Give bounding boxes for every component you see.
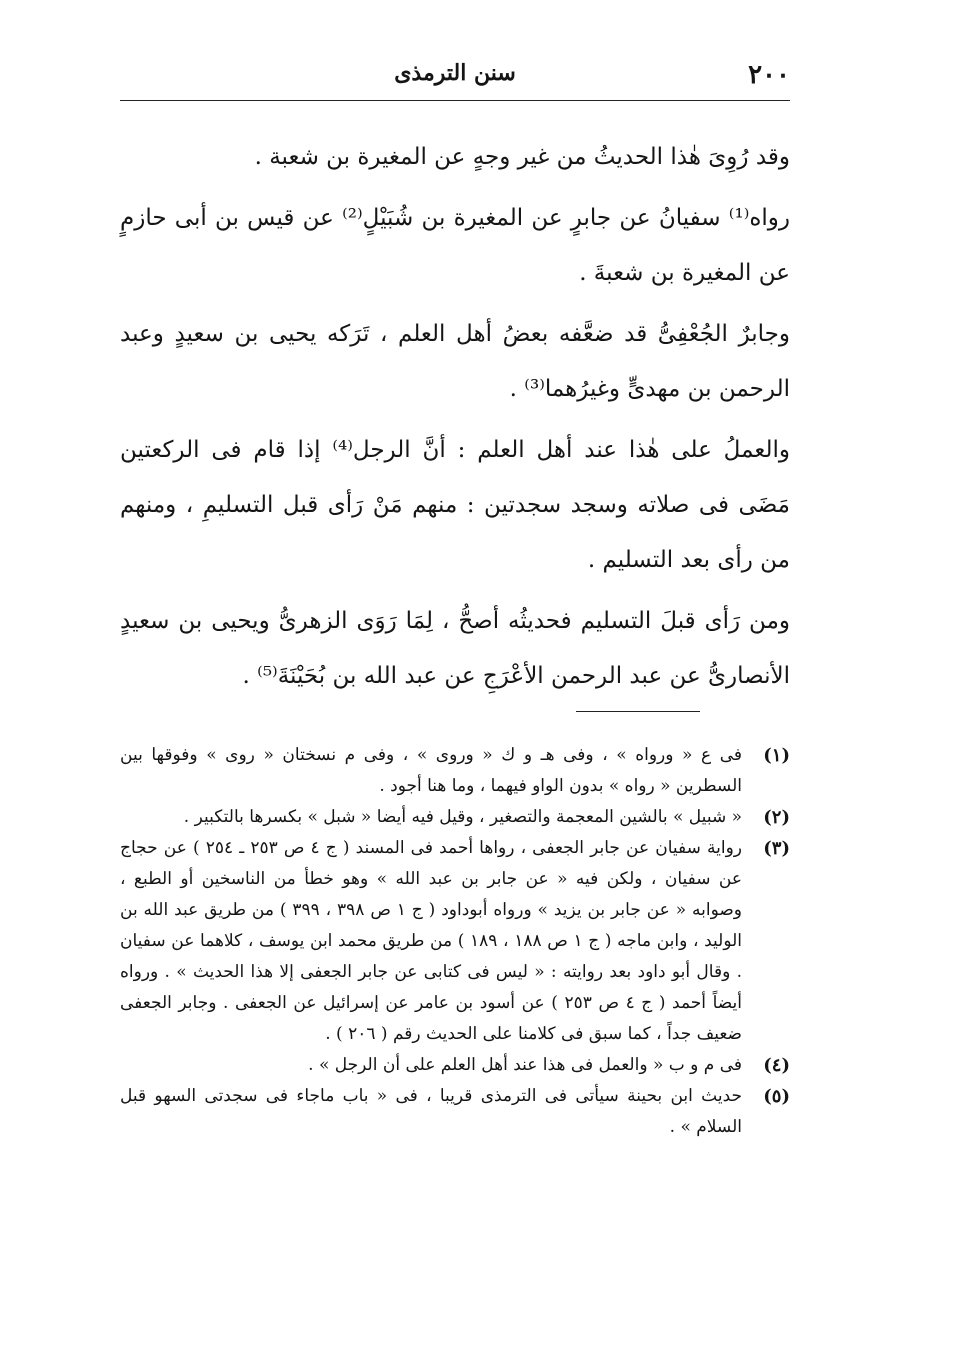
body-paragraph: والعملُ على هٰذا عند أهل العلم : أنَّ الرجل⁽⁴⁾ إذا قام فى الركعتين مَضَى فى صلاته وسجد سجدتين : منهم مَنْ رَأى قبل التسليمِ ، ومنهم من رأى بعد التسليم . bbox=[120, 437, 790, 573]
main-text bbox=[120, 130, 790, 710]
footnote-text: رواية سفيان عن جابر الجعفى ، رواها أحمد فى المسند ( ج ٤ ص ٢٥٣ ـ ٢٥٤ ) عن حجاج عن سفيان ، ولكن فيه « عن جابر بن عبد الله » وهو خطأ من الناسخين أو الطبع ، وصوابه « عن جابر بن يزيد » ورواه أبوداود ( ج ١ ص ٣٩٨ ، ٣٩٩ ) من طريق عبد الله بن الوليد ، وابن ماجه ( ج ١ ص ١٨٨ ، ١٨٩ ) من طريق محمد ابن يوسف ، كلاهما عن سفيان . وقال أبو داود بعد روايته : « ليس فى كتابى عن جابر الجعفى إلا هذا الحديث » . ورواه أيضاً أحمد ( ج ٤ ص ٢٥٣ ) عن أسود بن عامر عن إسرائيل عن الجعفى . وجابر الجعفى ضعيف جداً ، كما سبق فى كلامنا على الحديث رقم ( ٢٠٦ ) . bbox=[120, 838, 743, 1044]
footnote-number: (٤) bbox=[763, 1055, 790, 1076]
header-rule bbox=[120, 100, 790, 101]
footnote-number: (١) bbox=[763, 745, 790, 766]
page-number: ٢٠٠ bbox=[748, 60, 790, 90]
footnote bbox=[120, 1081, 790, 1143]
footnote-number: (٣) bbox=[763, 838, 790, 859]
body-paragraph: ومن رَأى قبلَ التسليم فحديثُه أصحُّ ، لِمَا رَوَى الزهرىُّ ويحيى بن سعيدٍ الأنصارىُّ عن عبد الرحمن الأعْرَجِ عن عبد الله بن بُحَيْنَةَ⁽⁵⁾ . bbox=[120, 608, 790, 689]
running-title: سنن الترمذى bbox=[394, 60, 516, 86]
page-header bbox=[120, 52, 790, 102]
body-paragraph: وجابرٌ الجُعْفِىُّ قد ضعَّفه بعضُ أهل العلم ، تَرَكه يحيى بن سعيدٍ وعبد الرحمن بن مهدىٍّ وغيرُهما⁽³⁾ . bbox=[120, 321, 790, 402]
body-paragraph: رواه⁽¹⁾ سفيانُ عن جابرٍ عن المغيرة بن شُبَيْلٍ⁽²⁾ عن قيس بن أبى حازمٍ عن المغيرة بن شعبةَ . bbox=[120, 205, 790, 286]
footnote-text: « شبيل » بالشين المعجمة والتصغير ، وقيل فيه أيضا « شبل » بكسرها بالتكبير . bbox=[183, 807, 742, 827]
footnote bbox=[120, 833, 790, 1050]
footnote bbox=[120, 740, 790, 802]
footnote-text: فى م و ب « والعمل فى هذا عند أهل العلم على أن الرجل » . bbox=[308, 1055, 742, 1075]
footnote bbox=[120, 802, 790, 833]
footnotes bbox=[120, 740, 790, 1143]
footnote-text: حديث ابن بحينة سيأتى فى الترمذى قريبا ، فى « باب ماجاء فى سجدتى السهو قبل السلام » . bbox=[120, 1086, 742, 1137]
body-paragraph: وقد رُوِىَ هٰذا الحديثُ من غير وجهٍ عن المغيرة بن شعبة . bbox=[254, 144, 790, 170]
footnote-number: (٢) bbox=[763, 807, 790, 828]
footnote-text: فى ع « ورواه » ، وفى هـ و ك « وروى » ، وفى م نسختان « روى » وفوقها بين السطرين « رواه » بدون الواو فيهما ، وما هنا أجود . bbox=[120, 745, 742, 796]
footnote-separator bbox=[576, 711, 700, 712]
footnote bbox=[120, 1050, 790, 1081]
footnote-number: (٥) bbox=[763, 1086, 790, 1107]
